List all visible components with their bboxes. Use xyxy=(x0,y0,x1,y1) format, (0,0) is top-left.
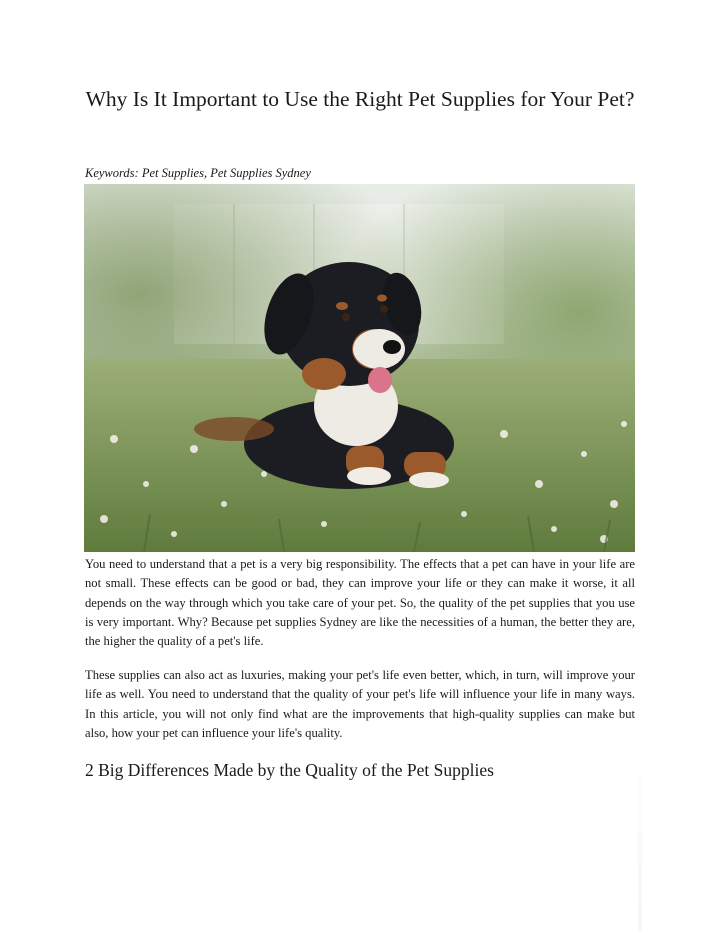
page-edge-shade xyxy=(638,740,642,931)
dog-photo xyxy=(84,184,635,552)
paragraph-2: These supplies can also act as luxuries, making your pet's life even better, which, in turn, will improve your life as well. You need to understand that the quality of your pet's life will influence your life in many ways. In this article, you will not only find what are the improvements that high-quality supplies can make but also, how your pet can influence your life's quality. xyxy=(85,668,635,740)
section-heading: 2 Big Differences Made by the Quality of the Pet Supplies xyxy=(85,760,494,780)
page-title: Why Is It Important to Use the Right Pet Supplies for Your Pet? xyxy=(85,87,635,111)
keywords-line: Keywords: Pet Supplies, Pet Supplies Sydney xyxy=(85,166,311,180)
paragraph-1: You need to understand that a pet is a very big responsibility. The effects that a pet can have in your life are not small. These effects can be good or bad, they can improve your life or they can make it worse, it all depends on the way through which you take care of your pet. So, the quality of the pet supplies that you use is very important. Why? Because pet supplies Sydney are like the necessities of a human, the better they are, the higher the quality of a pet's life. xyxy=(85,557,635,649)
